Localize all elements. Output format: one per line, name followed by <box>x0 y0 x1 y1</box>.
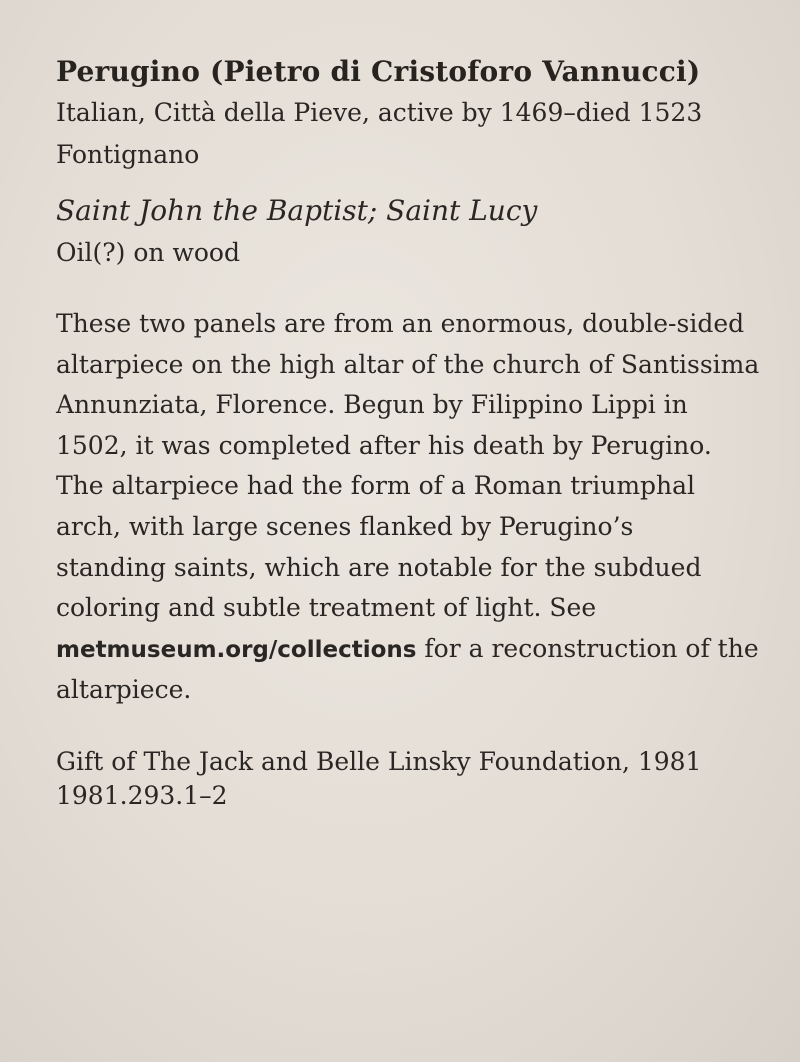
accession-number: 1981.293.1–2 <box>56 780 228 810</box>
description-link-suffix: for a reconstruction of the <box>416 633 759 663</box>
artwork-medium: Oil(?) on wood <box>56 238 240 267</box>
artist-name: Perugino (Pietro di Cristoforo Vannucci) <box>56 55 701 88</box>
artist-place-of-death: Fontignano <box>56 140 200 169</box>
artwork-description <box>56 304 766 711</box>
description-line: standing saints, which are notable for the subdued <box>56 552 702 582</box>
description-line: altarpiece. <box>56 675 192 705</box>
museum-label <box>56 52 766 813</box>
artwork-title: Saint John the Baptist; Saint Lucy <box>56 194 538 227</box>
description-line <box>56 629 766 671</box>
collections-url: metmuseum.org/collections <box>56 636 417 663</box>
description-line: The altarpiece had the form of a Roman triumphal <box>56 471 696 501</box>
credit-line: Gift of The Jack and Belle Linsky Foundation, 1981 <box>56 746 702 776</box>
description-line: Annunziata, Florence. Begun by Filippino Lippi in <box>56 390 688 420</box>
description-line: These two panels are from an enormous, double-sided <box>56 309 745 338</box>
description-line: altarpiece on the high altar of the church of Santissima <box>56 349 760 379</box>
description-line: coloring and subtle treatment of light. See <box>56 593 597 623</box>
description-line: 1502, it was completed after his death by Perugino. <box>56 430 712 460</box>
description-line: arch, with large scenes flanked by Perugino’s <box>56 511 634 541</box>
artist-nationality-dates: Italian, Città della Pieve, active by 1469–died 1523 <box>56 98 703 127</box>
credit-section <box>56 745 766 813</box>
